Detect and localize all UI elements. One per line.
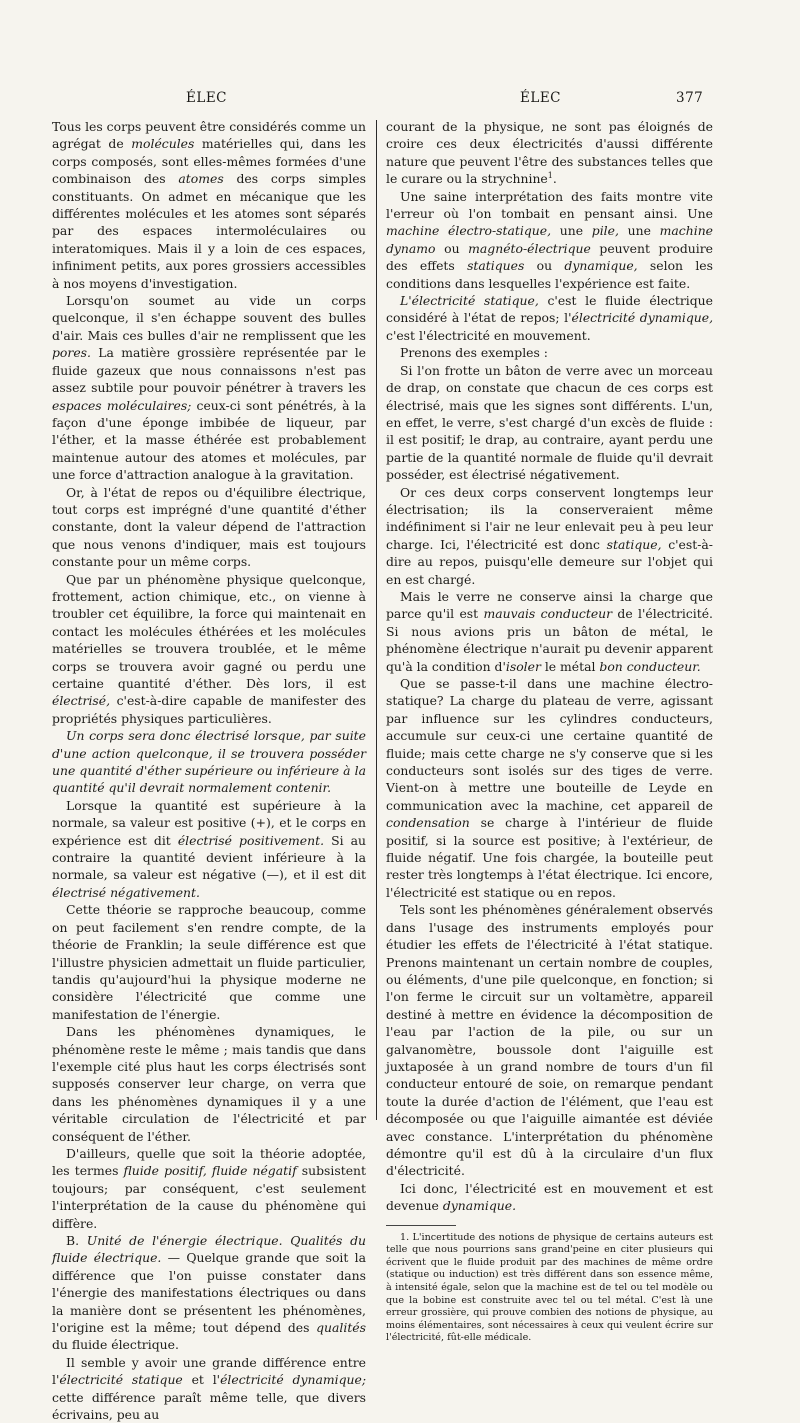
paragraph xyxy=(386,484,713,588)
text-run: une xyxy=(618,223,660,239)
text-run: Tels sont les phénomènes généralement observés dans l'usage des instruments employés pour étudier les effets de l'électricité à l'état statique. Prenons maintenant un certain nombre de couples, ou éléments, d'une pile quelconque, en fonction; si l'on ferme le circuit sur un voltamètre, appareil destiné à mettre en évidence la décomposition de l'eau par l'action de la pile, ou sur un galvanomètre, boussole dont l'aiguille est juxtaposée à un grand nombre de tours d'un fil conducteur entouré de soie, on remarque pendant toute la durée d'action de l'élément, que l'eau est décomposée ou que l'aiguille aimantée est déviée avec constance. L'interprétation du phénomène démontre qu'il est dû à la circulaire d'un flux d'électricité. xyxy=(386,902,713,1179)
paragraph xyxy=(52,292,366,483)
emphasis-text: fluide positif, fluide négatif xyxy=(123,1163,297,1179)
text-run: Cette théorie se rapproche beaucoup, comme on peut facilement s'en rendre compte, de la théorie de Franklin; la seule différence est que l'illustre physicien admettait un fluide particulier, tandis qu'aujourd'hui la physique moderne ne considère l'électricité que comme une manifestation de l'énergie. xyxy=(52,902,366,1022)
emphasis-text: molécules xyxy=(131,136,195,152)
column-divider xyxy=(376,120,377,1120)
emphasis-text: machine électro-statique, xyxy=(386,223,552,239)
text-run: La matière grossière représentée par le fluide gazeux que nous connaissons n'est pas assez subtile pour pouvoir pénétrer à travers les xyxy=(52,345,366,396)
paragraph xyxy=(386,588,713,675)
text-run: se charge à l'intérieur de fluide positif, si la source est positive; à l'extérieur, de fluide négatif. Une fois chargée, la bouteille peut rester très longtemps à l'état électrique. Ici encore, l'électricité est statique ou en repos. xyxy=(386,815,713,900)
text-run: des corps simples constituants. On admet en mécanique que les différentes molécules et les atomes sont séparés par des espaces intermoléculaires ou interatomiques. Mais il y a loin de ces espaces, infiniment petits, aux pores grossiers accessibles à nos moyens d'investigation. xyxy=(52,171,366,291)
footnote-marker: 1 xyxy=(547,171,553,181)
emphasis-text: qualités xyxy=(316,1320,366,1336)
running-header-left: ÉLEC xyxy=(186,90,228,106)
emphasis-text: atomes xyxy=(178,171,224,187)
text-run: — Quelque grande que soit la différence que l'on puisse constater dans l'énergie des manifestations électriques ou dans la manière dont se présentent les phénomènes, l'origine est la même; tout dépend des xyxy=(52,1250,366,1336)
emphasis-text: mauvais conducteur xyxy=(483,606,613,622)
paragraph xyxy=(386,344,713,361)
emphasis-text: espaces moléculaires; xyxy=(52,397,192,413)
paragraph xyxy=(386,675,713,901)
paragraph xyxy=(386,292,713,344)
text-run: Prenons des exemples : xyxy=(400,345,548,361)
text-run: Il semble y avoir une grande différence entre l' xyxy=(52,1354,366,1388)
text-run: et l' xyxy=(182,1372,221,1388)
emphasis-text: bon conducteur. xyxy=(599,658,701,674)
text-run: peuvent produire des effets xyxy=(386,240,713,274)
text-run: Mais le verre ne conserve ainsi la charge que parce qu'il est xyxy=(386,588,713,622)
paragraph xyxy=(52,118,366,292)
text-run: Que se passe-t-il dans une machine électro-statique? La charge du plateau de verre, agissant par influence sur les cylindres conducteurs, accumule sur ceux-ci une certaine quantité de fluide; mais cette charge ne s'y conserve que si les conducteurs sont isolés sur des tiges de verre. Vient-on à mettre une bouteille de Leyde en communication avec la machine, cet appareil de xyxy=(386,676,713,813)
emphasis-text: électricité statique xyxy=(59,1372,183,1388)
text-run: c'est-à-dire capable de manifester des propriétés physiques particulières. xyxy=(52,693,366,726)
emphasis-text: machine dynamo xyxy=(386,223,714,256)
emphasis-text: électricité dynamique; xyxy=(220,1372,366,1388)
page-number: 377 xyxy=(676,90,704,106)
right-column-body xyxy=(386,118,713,1215)
text-run: Ici donc, l'électricité est en mouvement et est devenue xyxy=(386,1180,713,1214)
paragraph xyxy=(52,797,366,901)
emphasis-text: statique, xyxy=(606,536,662,552)
paragraph xyxy=(386,362,713,484)
emphasis-text: statiques xyxy=(467,258,525,274)
text-run: Or, à l'état de repos ou d'équilibre électrique, tout corps est imprégné d'une quantité d'éther constante, dont la valeur dépend de l'attraction que nous venons d'indiquer, mais est toujours constante pour un même corps. xyxy=(52,484,366,570)
emphasis-text: Un corps sera donc électrisé lorsque, par suite d'une action quelconque, il se trouvera posséder une quantité d'éther supérieure ou inférieure à la quantité qu'il devrait normalement contenir. xyxy=(52,728,366,796)
text-run: Tous les corps peuvent être considérés comme un agrégat de xyxy=(52,119,366,152)
text-run: D'ailleurs, quelle que soit la théorie adoptée, les termes xyxy=(52,1145,366,1179)
emphasis-text: pores. xyxy=(52,345,91,361)
paragraph xyxy=(386,118,713,188)
paragraph xyxy=(52,727,366,797)
paragraph xyxy=(52,571,366,728)
text-run: . xyxy=(552,171,557,187)
emphasis-text: dynamique, xyxy=(564,258,638,274)
text-run: de l'électricité. Si nous avions pris un bâton de métal, le phénomène électrique n'aurait pu devenir apparent qu'à la condition d' xyxy=(386,606,713,674)
text-run: du fluide électrique. xyxy=(52,1337,179,1353)
emphasis-text: électrisé positivement. xyxy=(177,832,325,848)
paragraph xyxy=(52,1232,366,1354)
text-run: selon les conditions dans lesquelles l'expérience est faite. xyxy=(386,258,713,291)
text-run: Si l'on frotte un bâton de verre avec un morceau de drap, on constate que chacun de ces corps est électrisé, mais que les signes sont différents. L'un, en effet, le verre, s'est chargé d'un excès de fluide : il est positif; le drap, au contraire, ayant perdu une partie de la quantité normale de fluide qu'il devrait posséder, est électrisé négativement. xyxy=(386,362,713,483)
text-run: subsistent toujours; par conséquent, c'est seulement l'interprétation de la cause du phénomène qui diffère. xyxy=(52,1163,366,1231)
text-run: courant de la physique, ne sont pas éloignés de croire ces deux électricités d'aussi différente nature que peuvent l'être des substances telles que le curare ou la strychnine xyxy=(386,119,713,187)
text-run: c'est l'électricité en mouvement. xyxy=(386,327,591,343)
paragraph xyxy=(52,1145,366,1232)
emphasis-text: L'électricité statique, xyxy=(400,293,539,309)
emphasis-text: isoler xyxy=(505,658,541,674)
footnote-rule xyxy=(386,1225,456,1226)
text-run: Que par un phénomène physique quelconque, frottement, action chimique, etc., on vienne à troubler cet équilibre, la force qui maintenait en contact les molécules éthérées et les molécules matérielles se trouvera troublée, et le même corps se trouvera avoir gagné ou perdu une certaine quantité d'éther. Dès lors, il est xyxy=(52,571,366,691)
text-run: Lorsque la quantité est supérieure à la normale, sa valeur est positive (+), et le corps en expérience est dit xyxy=(52,797,366,848)
text-run: une xyxy=(551,223,592,239)
text-run: le métal xyxy=(540,658,600,674)
emphasis-text: pile, xyxy=(591,223,619,239)
text-run: ou xyxy=(435,240,469,256)
paragraph xyxy=(52,484,366,571)
paragraph xyxy=(386,188,713,292)
paragraph xyxy=(52,1023,366,1145)
emphasis-text: électricité dynamique, xyxy=(571,310,714,326)
text-run: c'est le fluide électrique considéré à l'état de repos; l' xyxy=(386,293,713,326)
text-run: Dans les phénomènes dynamiques, le phénomène reste le même ; mais tandis que dans l'exemple cité plus haut les corps électrisés sont supposés conserver leur charge, on verra que dans les phénomènes dynamiques il y a une véritable circulation de l'électricité et par conséquent de l'éther. xyxy=(52,1024,366,1144)
emphasis-text: électrisé, xyxy=(52,693,111,709)
paragraph xyxy=(52,901,366,1023)
emphasis-text: magnéto-électrique xyxy=(468,240,591,256)
text-run: Lorsqu'on soumet au vide un corps quelconque, il s'en échappe souvent des bulles d'air. Mais ces bulles d'air ne remplissent que les xyxy=(52,293,366,343)
text-run: B. xyxy=(66,1233,87,1248)
text-run: c'est-à-dire au repos, puisqu'elle demeure sur l'objet qui en est chargé. xyxy=(386,536,713,587)
paragraph xyxy=(386,1180,713,1215)
text-run: Si au contraire la quantité devient inférieure à la normale, sa valeur est négative (—), et il est dit xyxy=(52,832,366,883)
paragraph xyxy=(52,1354,366,1423)
text-run: ceux-ci sont pénétrés, à la façon d'une éponge imbibée de liqueur, par l'éther, et la masse éthérée est probablement maintenue autour des atomes et molécules, par une force d'attraction analogue à la gravitation. xyxy=(52,397,366,483)
emphasis-text: condensation xyxy=(386,815,470,831)
footnote xyxy=(386,1232,713,1345)
running-header-right: ÉLEC xyxy=(520,90,562,106)
text-run: ou xyxy=(524,258,565,274)
text-run: matérielles qui, dans les corps composés, sont elles-mêmes formées d'une combinaison des xyxy=(52,136,367,187)
text-run: Une saine interprétation des faits montre vite l'erreur où l'on tombait en pensant ainsi. Une xyxy=(386,188,713,222)
right-column xyxy=(386,118,713,1345)
paragraph xyxy=(386,901,713,1180)
emphasis-text: électrisé négativement. xyxy=(52,884,200,900)
text-run: cette différence paraît même telle, que divers écrivains, peu au xyxy=(52,1389,366,1423)
emphasis-text: Unité de l'énergie électrique. Qualités du fluide électrique. xyxy=(52,1233,366,1266)
emphasis-text: dynamique. xyxy=(442,1198,517,1214)
text-run: Or ces deux corps conservent longtemps leur électrisation; ils la conserveraient même indéfiniment si l'air ne leur enlevait peu à peu leur charge. Ici, l'électricité est donc xyxy=(386,484,713,552)
footnote-text: 1. L'incertitude des notions de physique de certains auteurs est telle que nous pourrions sans grand'peine en citer plusieurs qui écrivent que le fluide produit par des machines de même ordre (statique ou induction) est très différent dans son essence même, à intensité égale, selon que la machine est de tel ou tel modèle ou que la bobine est construite avec tel ou tel métal. C'est là une erreur grossière, qui prouve combien des notions de physique, au moins élémentaires, sont nécessaires à ceux qui veulent écrire sur l'électricité, fût-elle médicale. xyxy=(386,1231,713,1344)
left-column xyxy=(52,118,366,1423)
